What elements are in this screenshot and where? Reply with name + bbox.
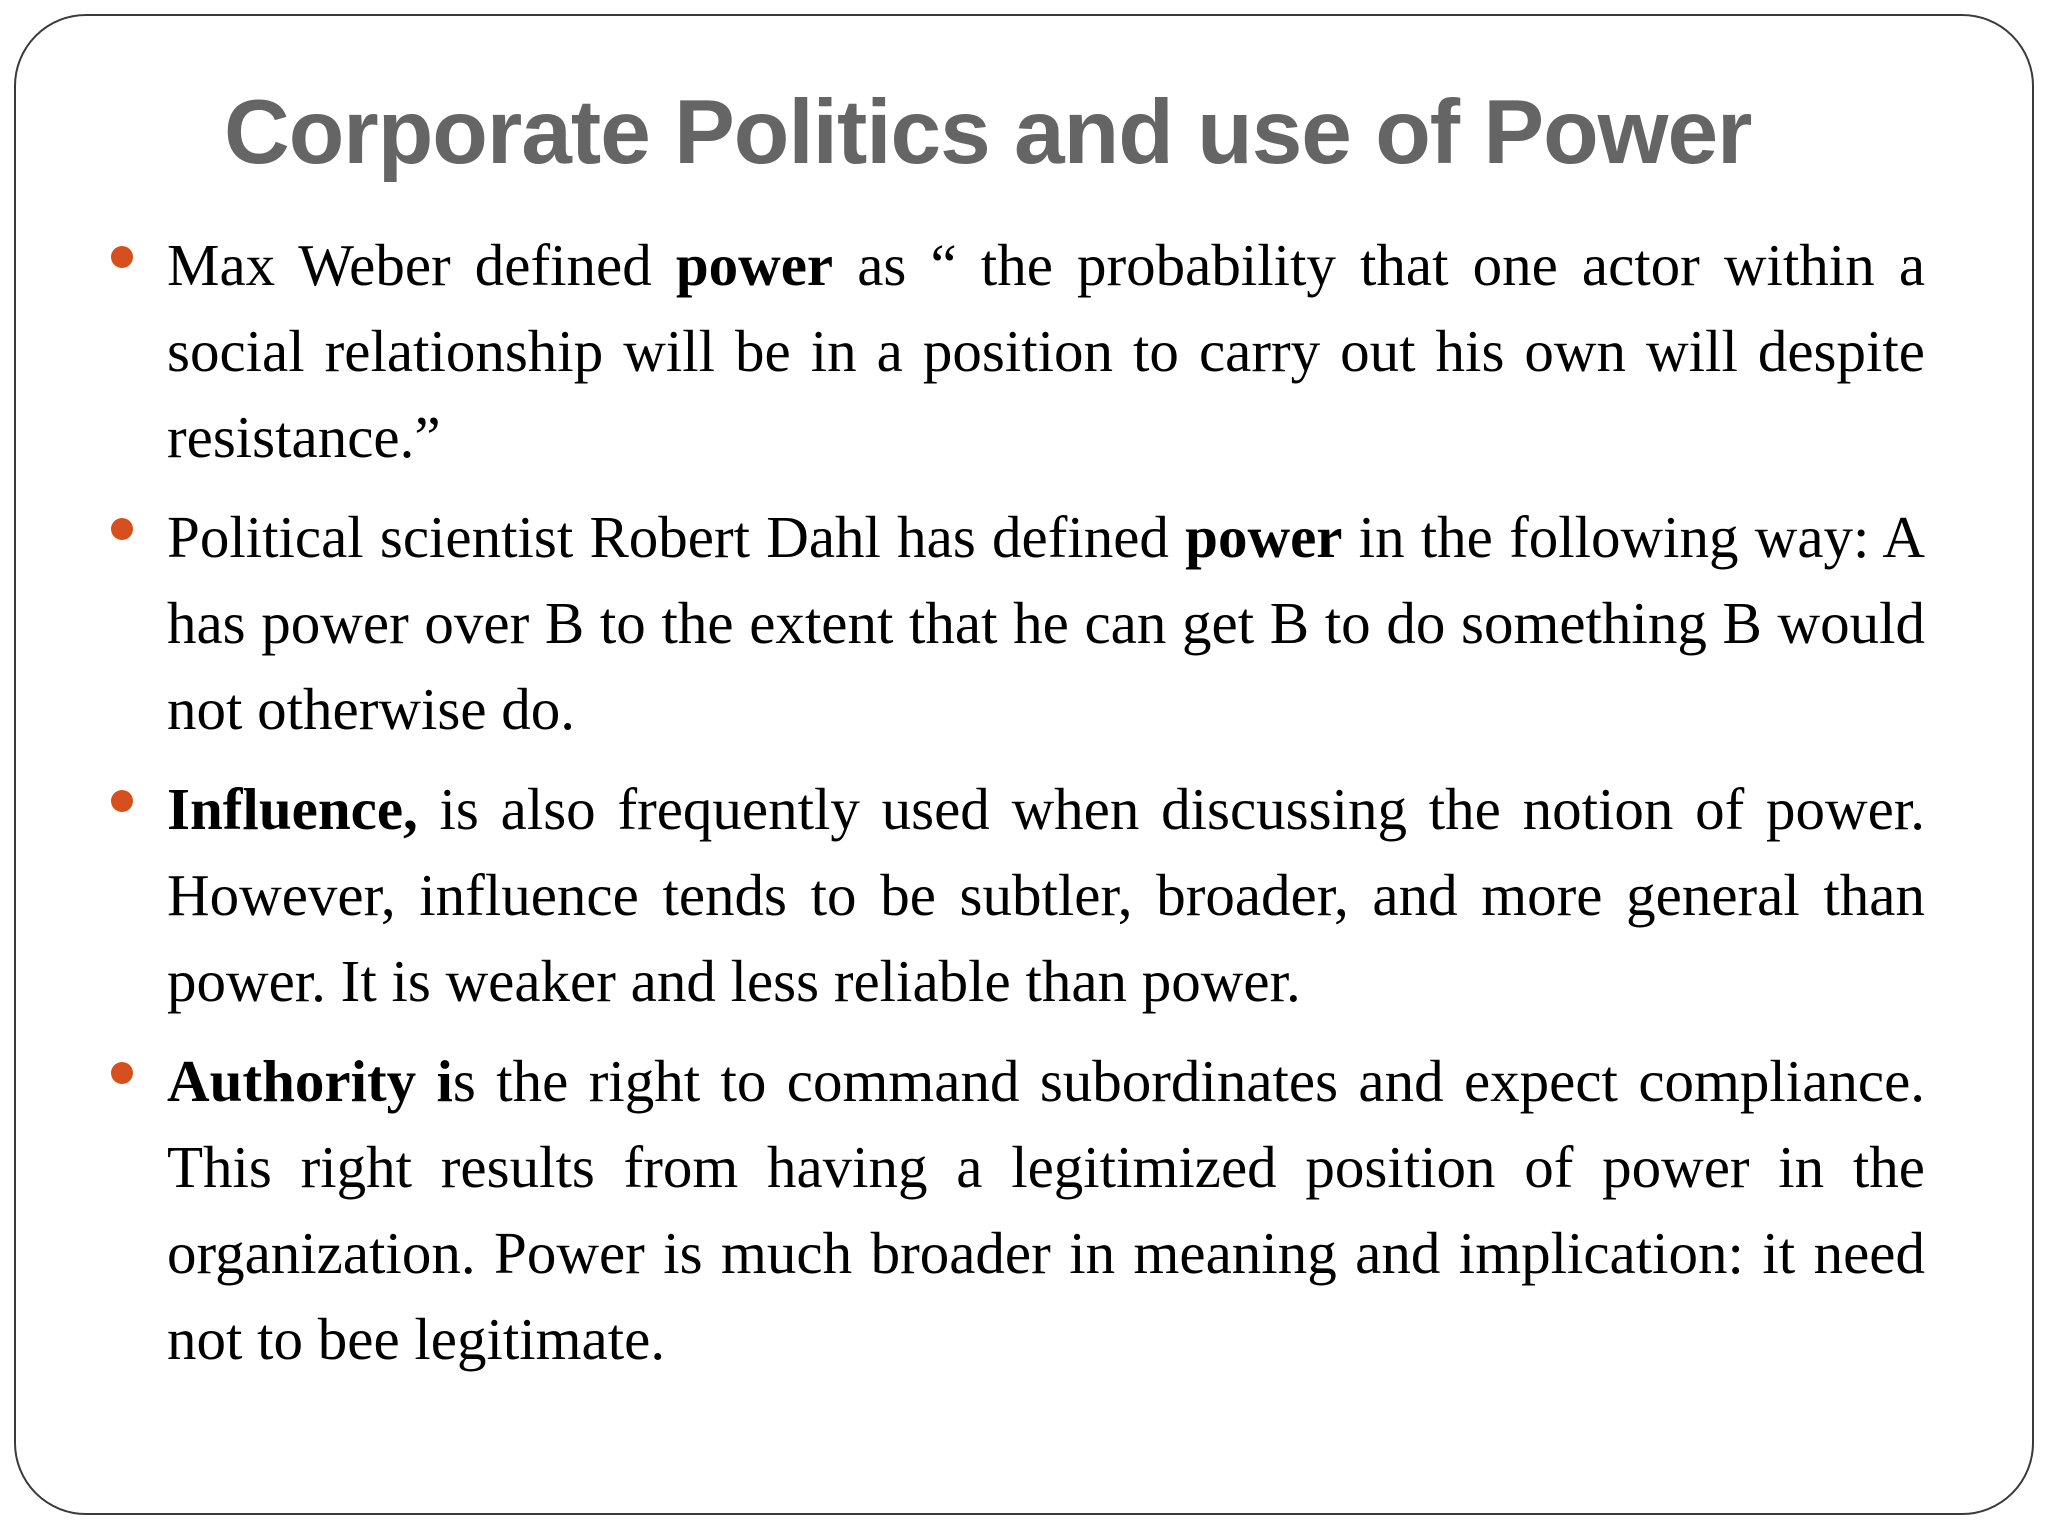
bullet-list — [105, 222, 1925, 1396]
bullet-item-authority — [105, 1038, 1925, 1382]
bullet-item-influence — [105, 766, 1925, 1024]
bullet-dot-icon — [111, 790, 133, 812]
bullet-bold-term: power — [1185, 504, 1343, 570]
bullet-text: is also frequently used when discussing the notion of power. However, influence tends to be subtler, broader, and more general than power. It is weaker and less reliable than power. — [167, 776, 1925, 1014]
bullet-item-dahl — [105, 494, 1925, 752]
bullet-text: in the following way: A has power over B to the extent that he can get B to do something B would not otherwise do. — [167, 504, 1925, 742]
bullet-bold-term: Authority i — [167, 1048, 453, 1114]
bullet-bold-term: Influence, — [167, 776, 418, 842]
bullet-text: Max Weber defined — [167, 232, 676, 298]
bullet-dot-icon — [111, 1062, 133, 1084]
bullet-dot-icon — [111, 246, 133, 268]
slide-title: Corporate Politics and use of Power — [224, 82, 1752, 183]
bullet-text: as “ the probability that one actor within a social relationship will be in a position to carry out his own will despite resistance.” — [167, 232, 1926, 470]
bullet-item-weber — [105, 222, 1925, 480]
bullet-text: s the right to command subordinates and expect compliance. This right results from having a legitimized position of power in the organization. Power is much broader in meaning and implication: it need not to bee legitimate. — [167, 1048, 1926, 1372]
bullet-bold-term: power — [675, 232, 834, 298]
bullet-dot-icon — [111, 518, 133, 540]
bullet-text: Political scientist Robert Dahl has defined — [167, 504, 1186, 570]
